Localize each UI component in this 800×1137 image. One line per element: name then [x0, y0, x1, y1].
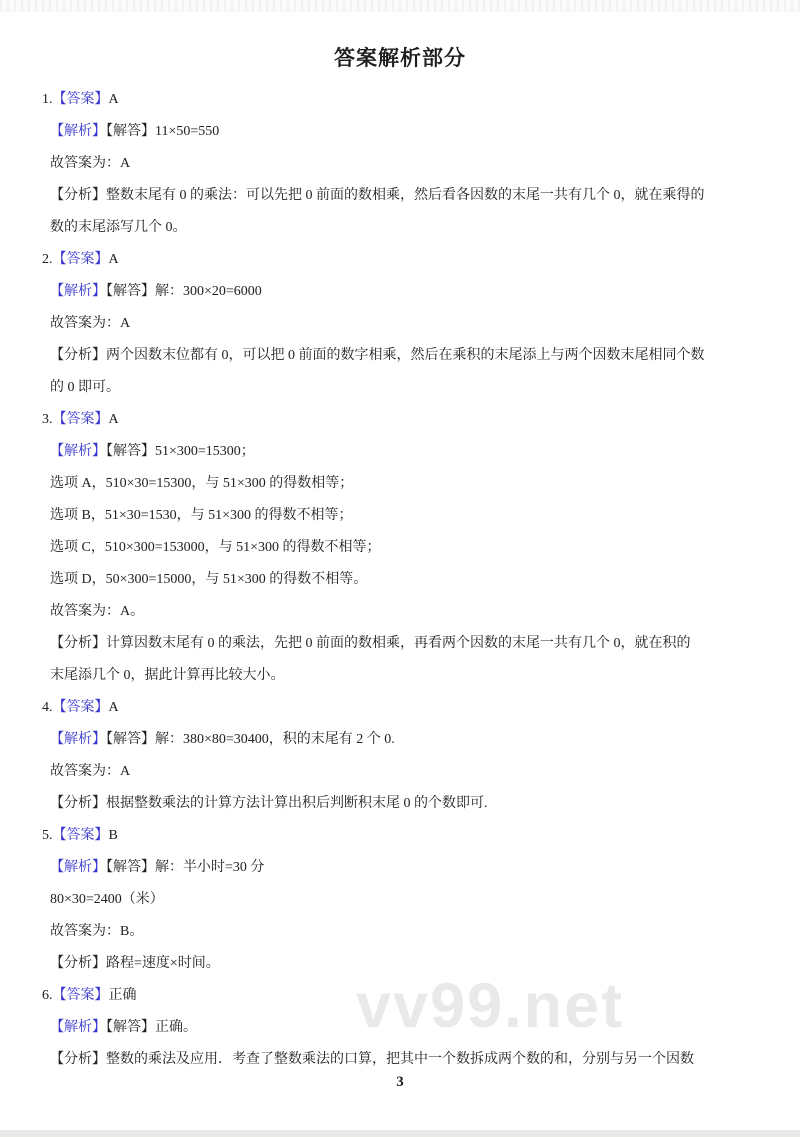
doc-line [0, 180, 800, 212]
doc-line [0, 564, 800, 596]
document-body [0, 84, 800, 1076]
doc-line [0, 756, 800, 788]
doc-line [0, 948, 800, 980]
answer-line [0, 820, 800, 852]
text-segment: 【分析】计算因数末尾有 0 的乘法，先把 0 前面的数相乘，再看两个因数的末尾一共有几个 0，就在积的 [50, 636, 691, 651]
answer-line [0, 980, 800, 1012]
text-segment: 3. [42, 412, 53, 427]
doc-line [0, 788, 800, 820]
text-segment: 【分析】两个因数末位都有 0，可以把 0 前面的数字相乘，然后在乘积的末尾添上与两个因数末尾相同个数 [50, 348, 705, 363]
text-segment: A [108, 92, 119, 107]
text-segment: 选项 A，510×30=15300，与 51×300 的得数相等； [50, 476, 354, 491]
label-bracket: 【解析】 [50, 732, 106, 747]
doc-line [0, 436, 800, 468]
text-segment: 【解答】解：300×20=6000 [106, 284, 262, 299]
answer-line [0, 692, 800, 724]
page-top-edge [0, 0, 800, 12]
answer-line [0, 404, 800, 436]
label-bracket: 【答案】 [52, 412, 109, 427]
page-title: 答案解析部分 [334, 47, 466, 70]
doc-line [0, 884, 800, 916]
text-segment: 【解答】正确。 [106, 1020, 197, 1035]
doc-line [0, 1012, 800, 1044]
doc-line [0, 628, 800, 660]
text-segment: 【分析】路程=速度×时间。 [50, 956, 220, 971]
text-segment: 80×30=2400（米） [50, 892, 164, 907]
label-bracket: 【答案】 [52, 988, 109, 1003]
page-bottom-edge [0, 1130, 800, 1137]
text-segment: 故答案为：A。 [50, 604, 145, 619]
label-bracket: 【答案】 [52, 252, 109, 267]
text-segment: 1. [42, 92, 53, 107]
text-segment: 【解答】51×300=15300； [106, 444, 255, 459]
text-segment: 故答案为：A [50, 764, 131, 779]
doc-line [0, 212, 800, 244]
text-segment: 【解答】11×50=550 [106, 124, 220, 139]
text-segment: 【解答】解：半小时=30 分 [106, 860, 265, 875]
text-segment: A [108, 412, 119, 427]
text-segment: 选项 D，50×300=15000，与 51×300 的得数不相等。 [50, 572, 368, 587]
doc-line [0, 660, 800, 692]
doc-line [0, 116, 800, 148]
text-segment: 【分析】整数末尾有 0 的乘法：可以先把 0 前面的数相乘，然后看各因数的末尾一共有几个 0，就在乘得的 [50, 188, 705, 203]
doc-line [0, 724, 800, 756]
answer-line [0, 244, 800, 276]
doc-line [0, 1044, 800, 1076]
text-segment: 【解答】解：380×80=30400，积的末尾有 2 个 0. [106, 732, 395, 747]
text-segment: 选项 C，510×300=153000，与 51×300 的得数不相等； [50, 540, 381, 555]
doc-line [0, 500, 800, 532]
text-segment: 5. [42, 828, 53, 843]
text-segment: A [108, 252, 119, 267]
text-segment: 6. [42, 988, 53, 1003]
label-bracket: 【解析】 [50, 860, 106, 875]
doc-line [0, 372, 800, 404]
page-number: 3 [396, 1074, 404, 1090]
text-segment: 2. [42, 252, 53, 267]
label-bracket: 【解析】 [50, 1020, 106, 1035]
label-bracket: 【答案】 [52, 92, 109, 107]
text-segment: 故答案为：A [50, 316, 131, 331]
text-segment: 故答案为：B。 [50, 924, 144, 939]
label-bracket: 【答案】 [52, 828, 109, 843]
doc-line [0, 276, 800, 308]
label-bracket: 【解析】 [50, 124, 106, 139]
text-segment: 4. [42, 700, 53, 715]
doc-line [0, 468, 800, 500]
doc-line [0, 148, 800, 180]
doc-line [0, 916, 800, 948]
text-segment: A [108, 700, 119, 715]
text-segment: 【分析】整数的乘法及应用．考查了整数乘法的口算，把其中一个数拆成两个数的和，分别与另一个因数 [50, 1052, 694, 1067]
text-segment: 数的末尾添写几个 0。 [50, 220, 187, 235]
label-bracket: 【解析】 [50, 444, 106, 459]
text-segment: B [108, 828, 118, 843]
text-segment: 末尾添几个 0，据此计算再比较大小。 [50, 668, 285, 683]
doc-line [0, 532, 800, 564]
label-bracket: 【答案】 [52, 700, 109, 715]
answer-line [0, 84, 800, 116]
doc-line [0, 596, 800, 628]
watermark-text: vv99.net [356, 971, 625, 1041]
doc-line [0, 852, 800, 884]
doc-line [0, 308, 800, 340]
label-bracket: 【解析】 [50, 284, 106, 299]
text-segment: 故答案为：A [50, 156, 131, 171]
text-segment: 选项 B，51×30=1530，与 51×300 的得数不相等； [50, 508, 353, 523]
text-segment: 【分析】根据整数乘法的计算方法计算出积后判断积末尾 0 的个数即可. [50, 796, 488, 811]
doc-line [0, 340, 800, 372]
text-segment: 的 0 即可。 [50, 380, 120, 395]
text-segment: 正确 [108, 988, 137, 1003]
